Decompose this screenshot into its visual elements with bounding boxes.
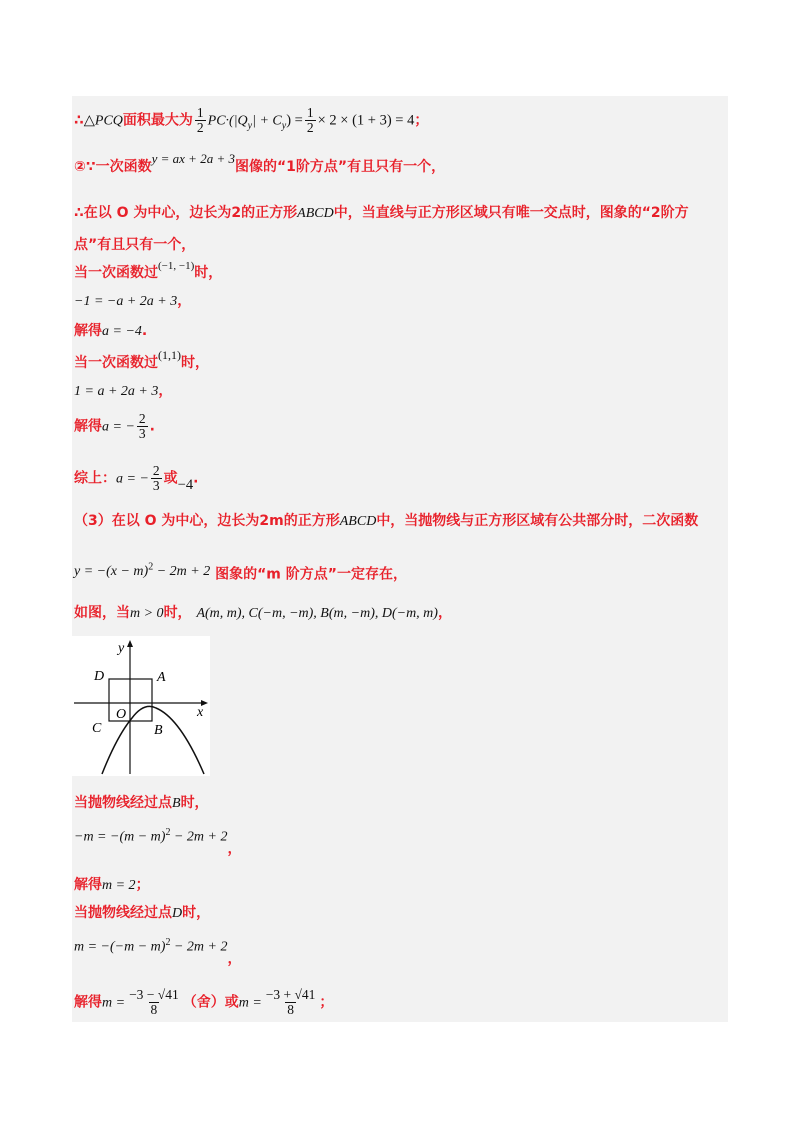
fraction-half-2: $\frac{1}{2}$ xyxy=(306,105,314,135)
figure-svg xyxy=(72,636,210,776)
line-through-d: 当抛物线经过点D时， xyxy=(74,905,211,921)
line-through-b: 当抛物线经过点B时， xyxy=(74,795,209,811)
line-triangle-area: ∴△PCQ面积最大为 $\frac{1}{2}$ $PC\cdot(|Q_y| + C_y)$ = $\frac{1}{2}$ × 2 × (1 + 3) = 4； xyxy=(74,105,429,135)
line-quadratic: $y = -(x - m)^2 - 2m + 2$ 图象的“m 阶方点”一定存在， xyxy=(74,561,407,583)
line-unique-point: 点”有且只有一个， xyxy=(74,237,196,253)
line-equation-b: $-m = -(m - m)^2 - 2m + 2$， xyxy=(74,827,242,857)
line-solution-b: 解得m = 2； xyxy=(74,877,150,893)
line-solution-1: 解得a = −4. xyxy=(74,323,148,339)
line-equation-d: $m = -(-m - m)^2 - 2m + 2$， xyxy=(74,937,242,967)
line-equation-1: −1 = −a + 2a + 3， xyxy=(74,293,192,309)
line-equation-2: 1 = a + 2a + 3， xyxy=(74,383,173,399)
label-b: B xyxy=(154,723,163,738)
label-a: A xyxy=(157,670,166,685)
y-axis-arrow xyxy=(127,640,133,647)
label-x: x xyxy=(197,705,204,720)
line-square-center: ∴在以 O 为中心，边长为2的正方形ABCD中，当直线与正方形区域只有唯一交点时，图象的“2阶方 xyxy=(74,205,689,221)
line-linear-function: ②∵一次函数y = ax + 2a + 3图像的“1阶方点”有且只有一个， xyxy=(74,151,446,175)
label-c: C xyxy=(92,721,102,736)
line-figure-points: 如图，当m > 0时， A(m, m), C(−m, −m), B(m, −m), D(−m, m)， xyxy=(74,605,452,621)
line-summary: 综上：a = − $\frac{2}{3}$ 或−4. xyxy=(74,463,199,493)
line-part3: （3）在以 O 为中心，边长为2m的正方形ABCD中，当抛物线与正方形区域有公共部分时，二次函数 xyxy=(74,513,699,529)
line-solution-d: 解得m = $\frac{-3 - √41}{8}$ （舍）或m = $\frac{-3 + √41}{8}$ ； xyxy=(74,987,334,1017)
parabola-figure xyxy=(72,636,210,776)
label-o: O xyxy=(116,707,127,722)
label-d: D xyxy=(94,669,105,684)
line-solution-2: 解得a = − $\frac{2}{3}$ . xyxy=(74,411,155,441)
fraction-half: $\frac{1}{2}$ xyxy=(196,105,204,135)
content-panel xyxy=(72,96,728,1022)
line-pass-point-2: 当一次函数过(1,1)时， xyxy=(74,348,209,371)
line-pass-point-1: 当一次函数过$^{(-1, -1)}$时， xyxy=(74,260,223,281)
label-y: y xyxy=(118,641,125,656)
